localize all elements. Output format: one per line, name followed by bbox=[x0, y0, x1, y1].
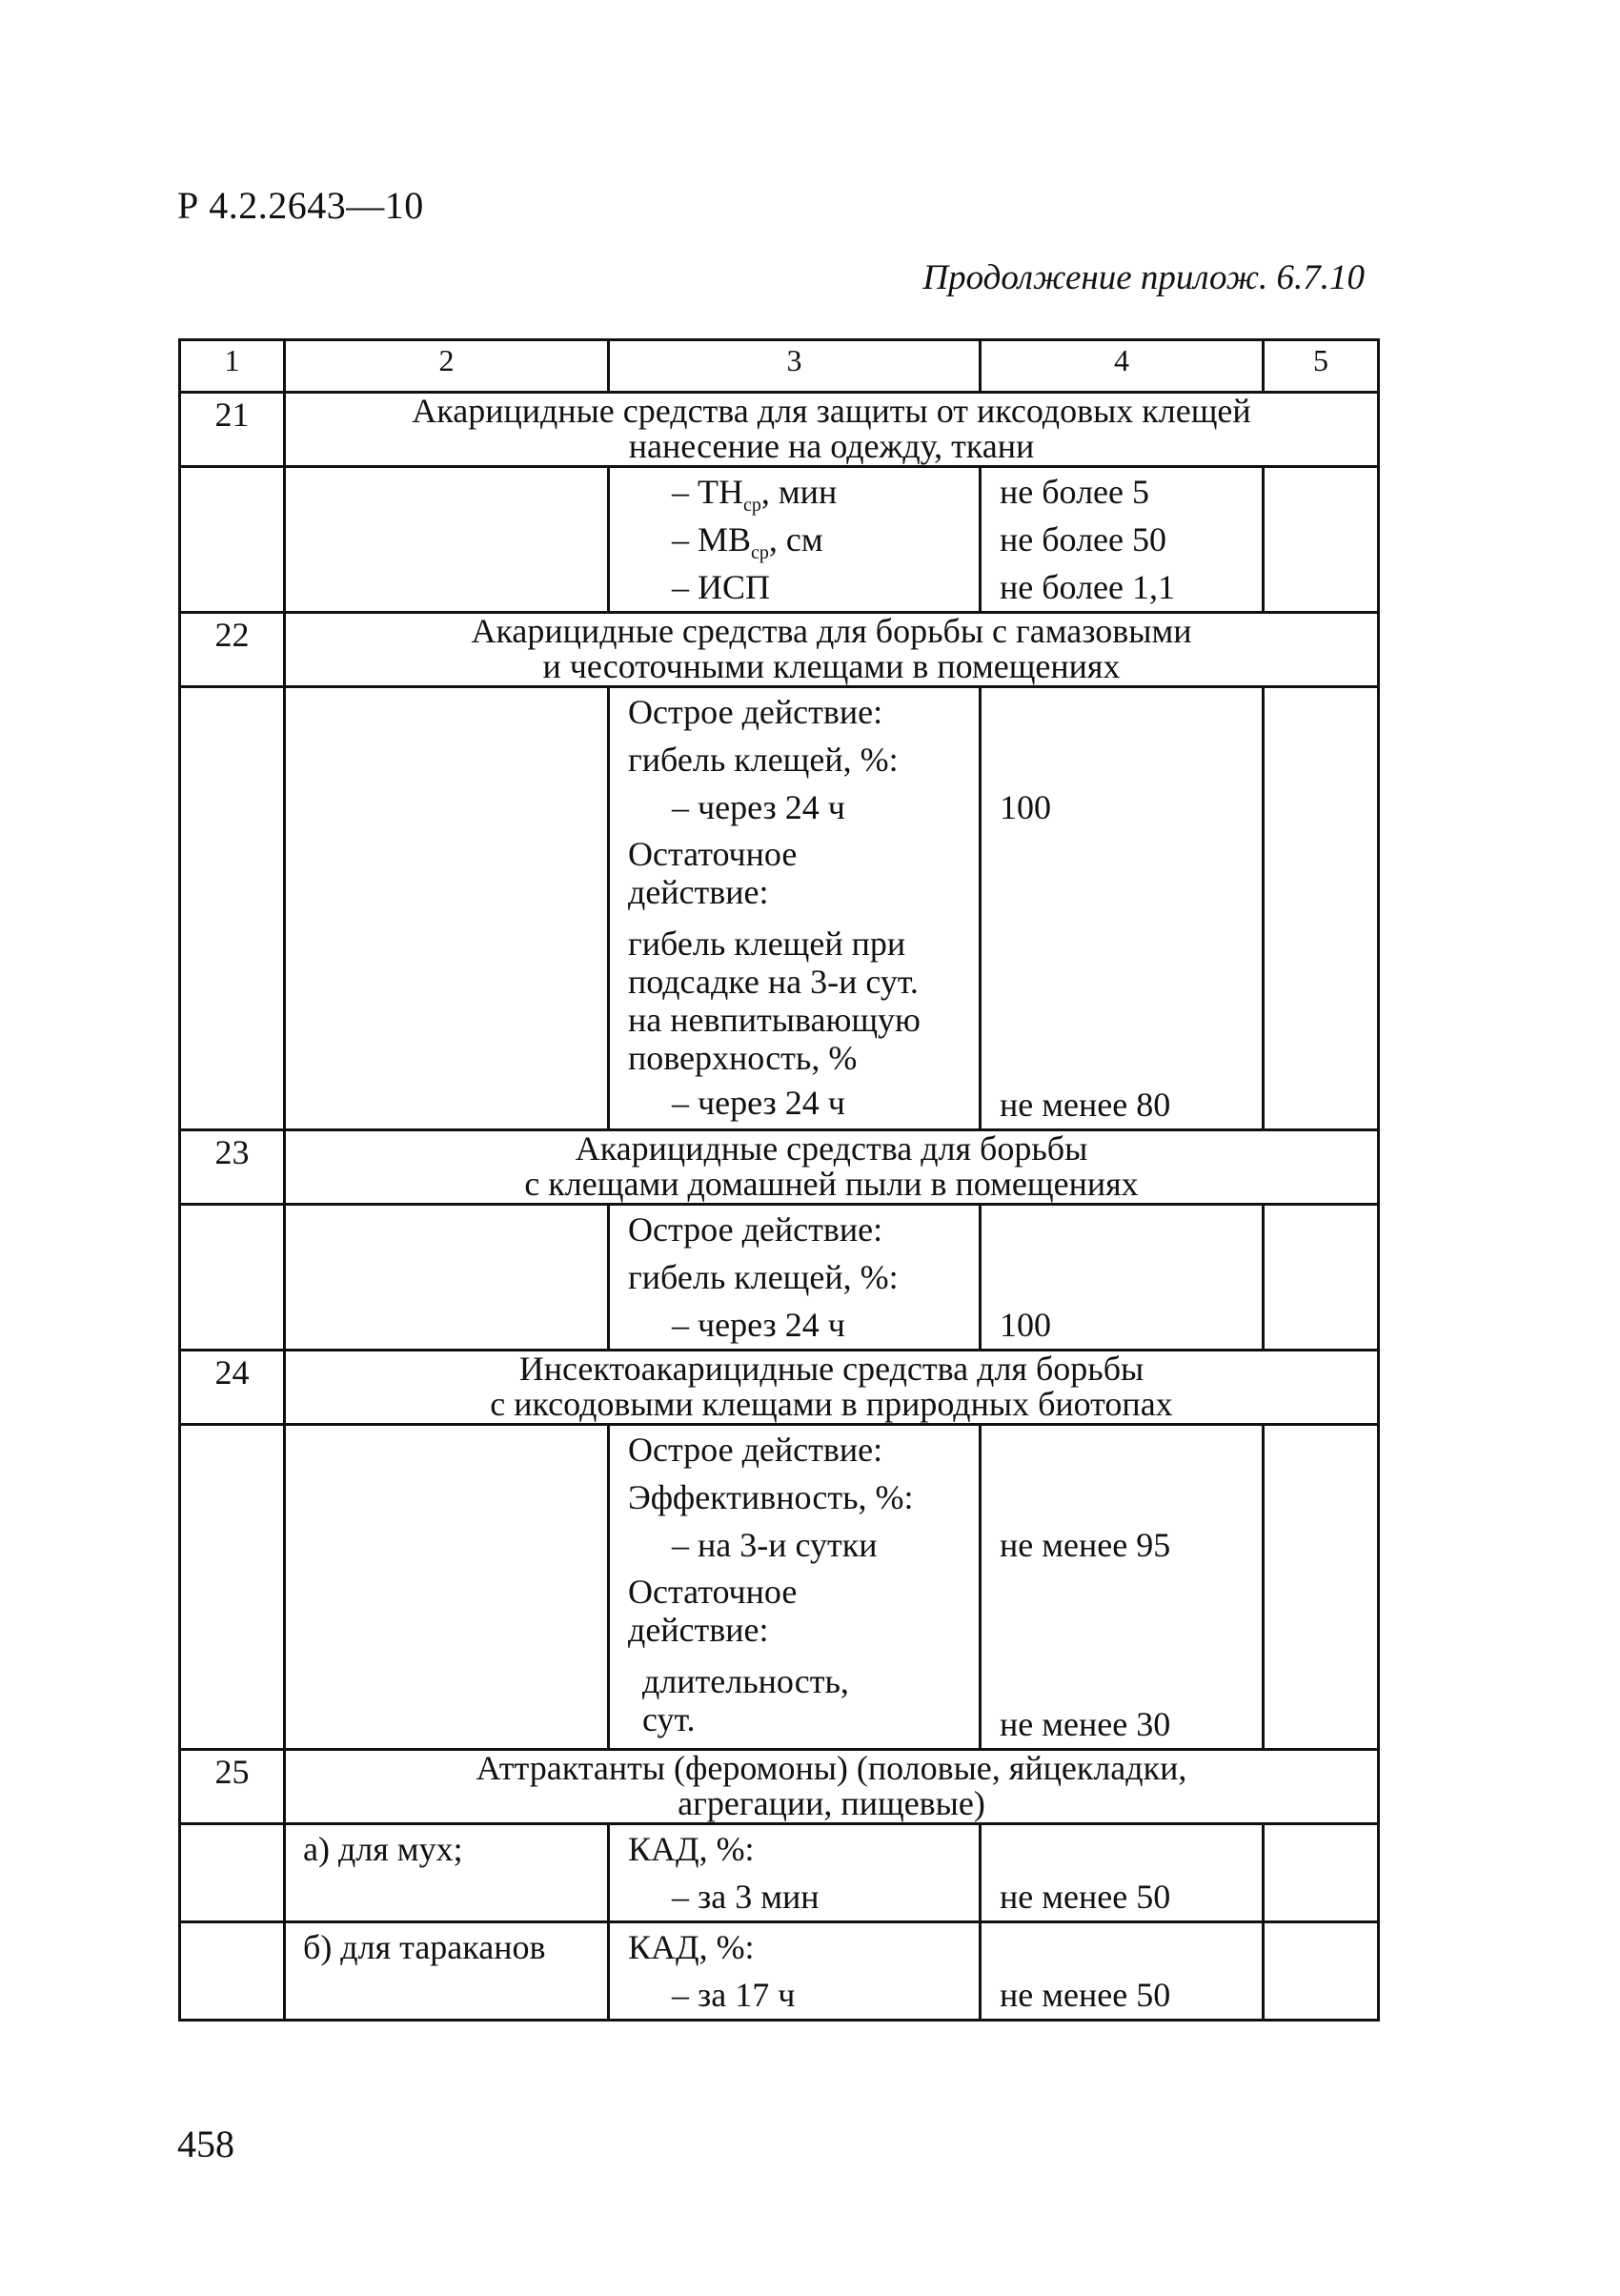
empty-cell bbox=[1264, 467, 1379, 613]
empty-cell bbox=[180, 1824, 285, 1922]
norm-value bbox=[982, 1569, 1262, 1660]
section-number: 21 bbox=[180, 393, 285, 467]
indicator-line: Остаточное действие: bbox=[628, 835, 798, 911]
section-title bbox=[285, 393, 1379, 467]
section-number: 24 bbox=[180, 1351, 285, 1425]
document-code: Р 4.2.2643—10 bbox=[177, 184, 424, 227]
section-title-line: Акарицидные средства для борьбы bbox=[575, 1129, 1088, 1168]
norm-cell bbox=[981, 1922, 1264, 2021]
norm-value: 100 bbox=[1000, 1306, 1051, 1344]
norm-cell bbox=[981, 1824, 1264, 1922]
section-detail-row bbox=[180, 687, 1379, 1130]
norm-value: не более 5 bbox=[1000, 473, 1150, 511]
indicator-line: длительность, сут. bbox=[642, 1662, 849, 1738]
column-header: 3 bbox=[609, 340, 981, 393]
section-title-line: Аттрактанты (феромоны) (половые, яйцекладки, bbox=[476, 1749, 1187, 1787]
empty-cell bbox=[180, 467, 285, 613]
column-header: 2 bbox=[285, 340, 609, 393]
section-title-line: агрегации, пищевые) bbox=[678, 1783, 985, 1822]
norm-value: не менее 50 bbox=[1000, 1976, 1171, 2014]
norm-value bbox=[982, 923, 1262, 1081]
norm-value bbox=[982, 1825, 1262, 1873]
section-detail-row bbox=[180, 1922, 1379, 2021]
indicator-cell bbox=[609, 1205, 981, 1351]
norm-value bbox=[982, 1206, 1262, 1253]
section-number: 23 bbox=[180, 1130, 285, 1205]
indicator-line: – ИСП bbox=[672, 568, 771, 606]
continuation-note: Продолжение прилож. 6.7.10 bbox=[922, 258, 1365, 297]
indicator-cell bbox=[609, 1922, 981, 2021]
section-title-line: и чесоточными клещами в помещениях bbox=[542, 646, 1121, 685]
indicator-line: гибель клещей, %: bbox=[628, 1258, 899, 1296]
empty-cell bbox=[180, 1425, 285, 1750]
norm-value: не менее 50 bbox=[1000, 1878, 1171, 1916]
norm-value: не менее 95 bbox=[1000, 1526, 1171, 1564]
object-cell bbox=[285, 1205, 609, 1351]
indicator-cell bbox=[609, 1425, 981, 1750]
section-title bbox=[285, 613, 1379, 687]
empty-cell bbox=[1264, 1425, 1379, 1750]
empty-cell bbox=[1264, 1922, 1379, 2021]
object-cell: б) для тараканов bbox=[285, 1922, 609, 2021]
norm-value bbox=[982, 736, 1262, 783]
indicator-line: гибель клещей, %: bbox=[628, 741, 899, 779]
section-header-row bbox=[180, 613, 1379, 687]
indicator-line: Эффективность, %: bbox=[628, 1478, 914, 1516]
section-title-line: Акарицидные средства для борьбы с гамазовыми bbox=[471, 612, 1192, 650]
norm-cell bbox=[981, 1425, 1264, 1750]
section-detail-row bbox=[180, 1824, 1379, 1922]
section-detail-row bbox=[180, 467, 1379, 613]
indicator-line: – $ТН_{ср}$, мин bbox=[672, 473, 838, 517]
page-number: 458 bbox=[177, 2123, 234, 2165]
section-title bbox=[285, 1351, 1379, 1425]
indicator-line: Острое действие: bbox=[628, 693, 883, 731]
indicator-line: Острое действие: bbox=[628, 1210, 883, 1249]
empty-cell bbox=[1264, 687, 1379, 1130]
column-header: 5 bbox=[1264, 340, 1379, 393]
norm-value: не более 1,1 bbox=[1000, 568, 1176, 606]
section-title-line: с иксодовыми клещами в природных биотопах bbox=[490, 1384, 1173, 1423]
indicator-line: КАД, %: bbox=[628, 1928, 755, 1966]
empty-cell bbox=[180, 1205, 285, 1351]
norm-value bbox=[982, 1473, 1262, 1521]
empty-cell bbox=[1264, 1824, 1379, 1922]
norm-value bbox=[982, 1253, 1262, 1301]
norm-value bbox=[982, 1923, 1262, 1971]
section-title-line: Акарицидные средства для защиты от иксодовых клещей bbox=[412, 392, 1251, 430]
object-cell bbox=[285, 687, 609, 1130]
indicator-line: гибель клещей при подсадке на 3-и сут. на невпитывающую поверхность, % bbox=[628, 924, 921, 1077]
indicator-line: Остаточное действие: bbox=[628, 1573, 798, 1649]
empty-cell bbox=[180, 687, 285, 1130]
norm-value bbox=[982, 831, 1262, 923]
indicator-line: – $МВ_{ср}$, см bbox=[672, 520, 823, 564]
indicator-line: КАД, %: bbox=[628, 1830, 755, 1868]
empty-cell bbox=[180, 1922, 285, 2021]
section-title-line: с клещами домашней пыли в помещениях bbox=[524, 1164, 1139, 1203]
indicator-cell bbox=[609, 1824, 981, 1922]
norm-value bbox=[982, 688, 1262, 736]
norm-value: не менее 80 bbox=[1000, 1086, 1171, 1124]
section-detail-row bbox=[180, 1425, 1379, 1750]
norm-cell bbox=[981, 687, 1264, 1130]
object-cell bbox=[285, 1425, 609, 1750]
indicator-line: – за 17 ч bbox=[672, 1976, 796, 2014]
indicator-line: Острое действие: bbox=[628, 1431, 883, 1469]
norm-value: не более 50 bbox=[1000, 520, 1167, 559]
norm-cell bbox=[981, 467, 1264, 613]
section-header-row bbox=[180, 1351, 1379, 1425]
norm-value: не менее 30 bbox=[1000, 1705, 1171, 1743]
column-header: 1 bbox=[180, 340, 285, 393]
column-header: 4 bbox=[981, 340, 1264, 393]
section-detail-row bbox=[180, 1205, 1379, 1351]
object-cell bbox=[285, 467, 609, 613]
section-header-row bbox=[180, 1750, 1379, 1824]
indicator-line: – через 24 ч bbox=[672, 788, 845, 826]
indicator-cell bbox=[609, 467, 981, 613]
section-number: 22 bbox=[180, 613, 285, 687]
indicator-line: – на 3-и сутки bbox=[672, 1526, 878, 1564]
indicator-line: – через 24 ч bbox=[672, 1306, 845, 1344]
norm-cell bbox=[981, 1205, 1264, 1351]
section-title bbox=[285, 1130, 1379, 1205]
indicator-line: – через 24 ч bbox=[672, 1084, 845, 1122]
column-header-row bbox=[180, 340, 1379, 393]
norm-value: 100 bbox=[1000, 788, 1051, 826]
object-cell: а) для мух; bbox=[285, 1824, 609, 1922]
section-title-line: нанесение на одежду, ткани bbox=[628, 426, 1035, 465]
section-header-row bbox=[180, 393, 1379, 467]
section-title-line: Инсектоакарицидные средства для борьбы bbox=[518, 1350, 1144, 1388]
norm-value bbox=[982, 1426, 1262, 1473]
section-title bbox=[285, 1750, 1379, 1824]
empty-cell bbox=[1264, 1205, 1379, 1351]
section-header-row bbox=[180, 1130, 1379, 1205]
section-number: 25 bbox=[180, 1750, 285, 1824]
indicator-line: – за 3 мин bbox=[672, 1878, 820, 1916]
indicator-cell bbox=[609, 687, 981, 1130]
requirements-table bbox=[178, 338, 1380, 2022]
